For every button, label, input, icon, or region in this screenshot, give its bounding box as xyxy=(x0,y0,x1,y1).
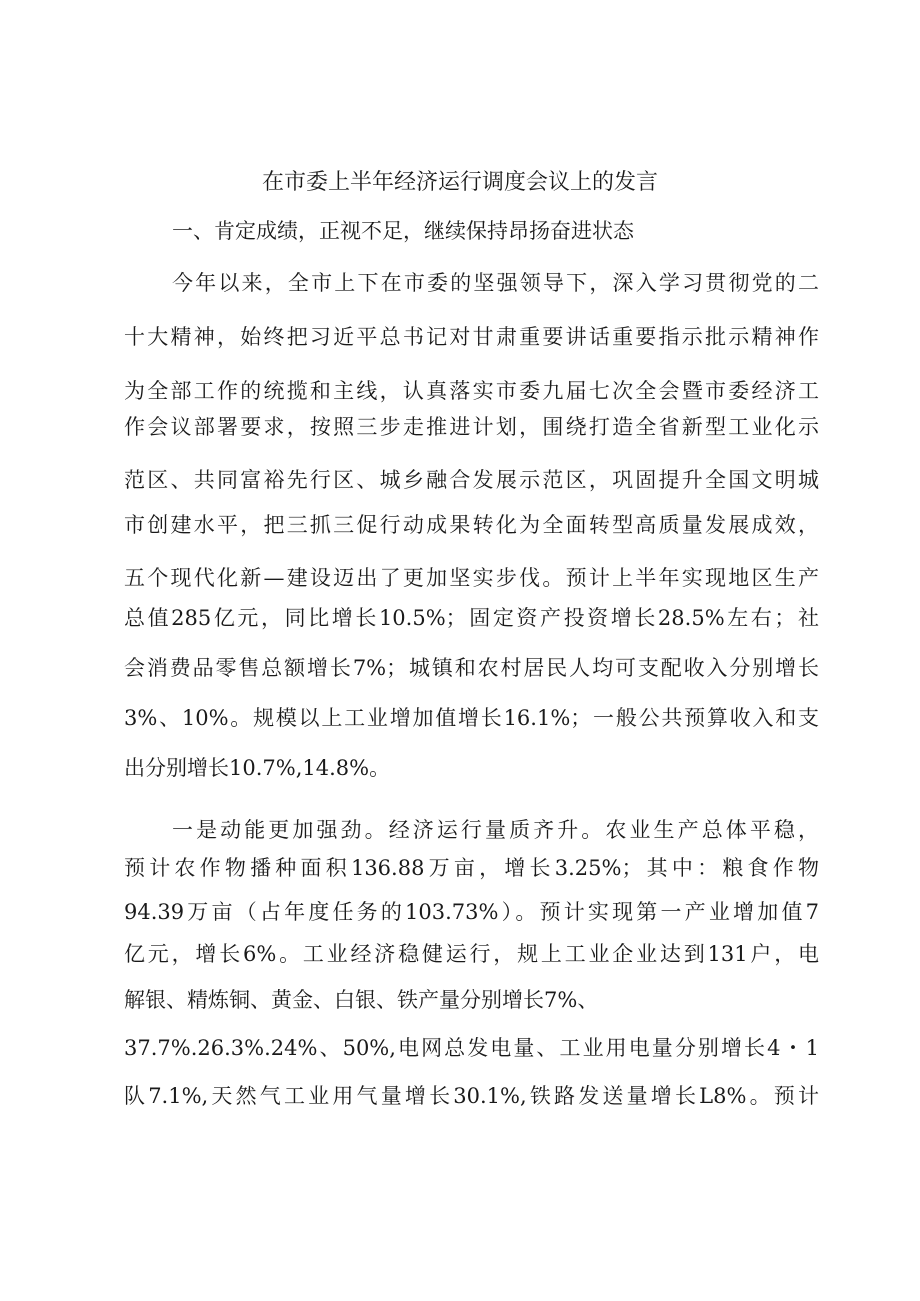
paragraph-line: 解银、精炼铜、黄金、白银、铁产量分别增长7%、 xyxy=(124,988,599,1012)
paragraph-line: 会消费品零售总额增长7%；城镇和农村居民人均可支配收入分别增长 xyxy=(124,656,819,680)
paragraph-line: 为全部工作的统揽和主线，认真落实市委九届七次全会暨市委经济工 xyxy=(124,379,819,403)
paragraph-line: 作会议部署要求，按照三步走推进计划，围绕打造全省新型工业化示 xyxy=(124,415,819,439)
document-title: 在市委上半年经济运行调度会议上的发言 xyxy=(261,170,658,195)
section-heading: 一、肯定成绩，正视不足，继续保持昂扬奋进状态 xyxy=(172,219,634,243)
paragraph-line: 范区、共同富裕先行区、城乡融合发展示范区，巩固提升全国文明城 xyxy=(124,468,819,492)
paragraph-line: 十大精神，始终把习近平总书记对甘肃重要讲话重要指示批示精神作 xyxy=(124,325,819,349)
paragraph-line: 3%、10%。规模以上工业增加值增长16.1%；一般公共预算收入和支 xyxy=(124,706,819,730)
paragraph-line: 亿元，增长6%。工业经济稳健运行，规上工业企业达到131户，电 xyxy=(124,942,819,966)
paragraph-line: 市创建水平，把三抓三促行动成果转化为全面转型高质量发展成效， xyxy=(124,513,819,537)
paragraph-line: 队7.1%,天然气工业用气量增长30.1%,铁路发送量增长L8%。预计 xyxy=(124,1084,819,1108)
paragraph-line: 出分别增长10.7%,14.8%。 xyxy=(124,756,391,780)
paragraph-line: 94.39万亩（占年度任务的103.73%）。预计实现第一产业增加值7 xyxy=(124,900,819,924)
paragraph-line: 预计农作物播种面积136.88万亩，增长3.25%；其中：粮食作物 xyxy=(124,856,819,880)
paragraph-line: 37.7%.26.3%.24%、50%,电网总发电量、工业用电量分别增长4・1 xyxy=(124,1036,819,1060)
paragraph-line: 今年以来，全市上下在市委的坚强领导下，深入学习贯彻党的二 xyxy=(172,271,819,295)
paragraph-line: 总值285亿元，同比增长10.5%；固定资产投资增长28.5%左右；社 xyxy=(124,606,819,630)
paragraph-line: 一是动能更加强劲。经济运行量质齐升。农业生产总体平稳， xyxy=(172,818,819,842)
paragraph-line: 五个现代化新—建设迈出了更加坚实步伐。预计上半年实现地区生产 xyxy=(124,566,819,590)
